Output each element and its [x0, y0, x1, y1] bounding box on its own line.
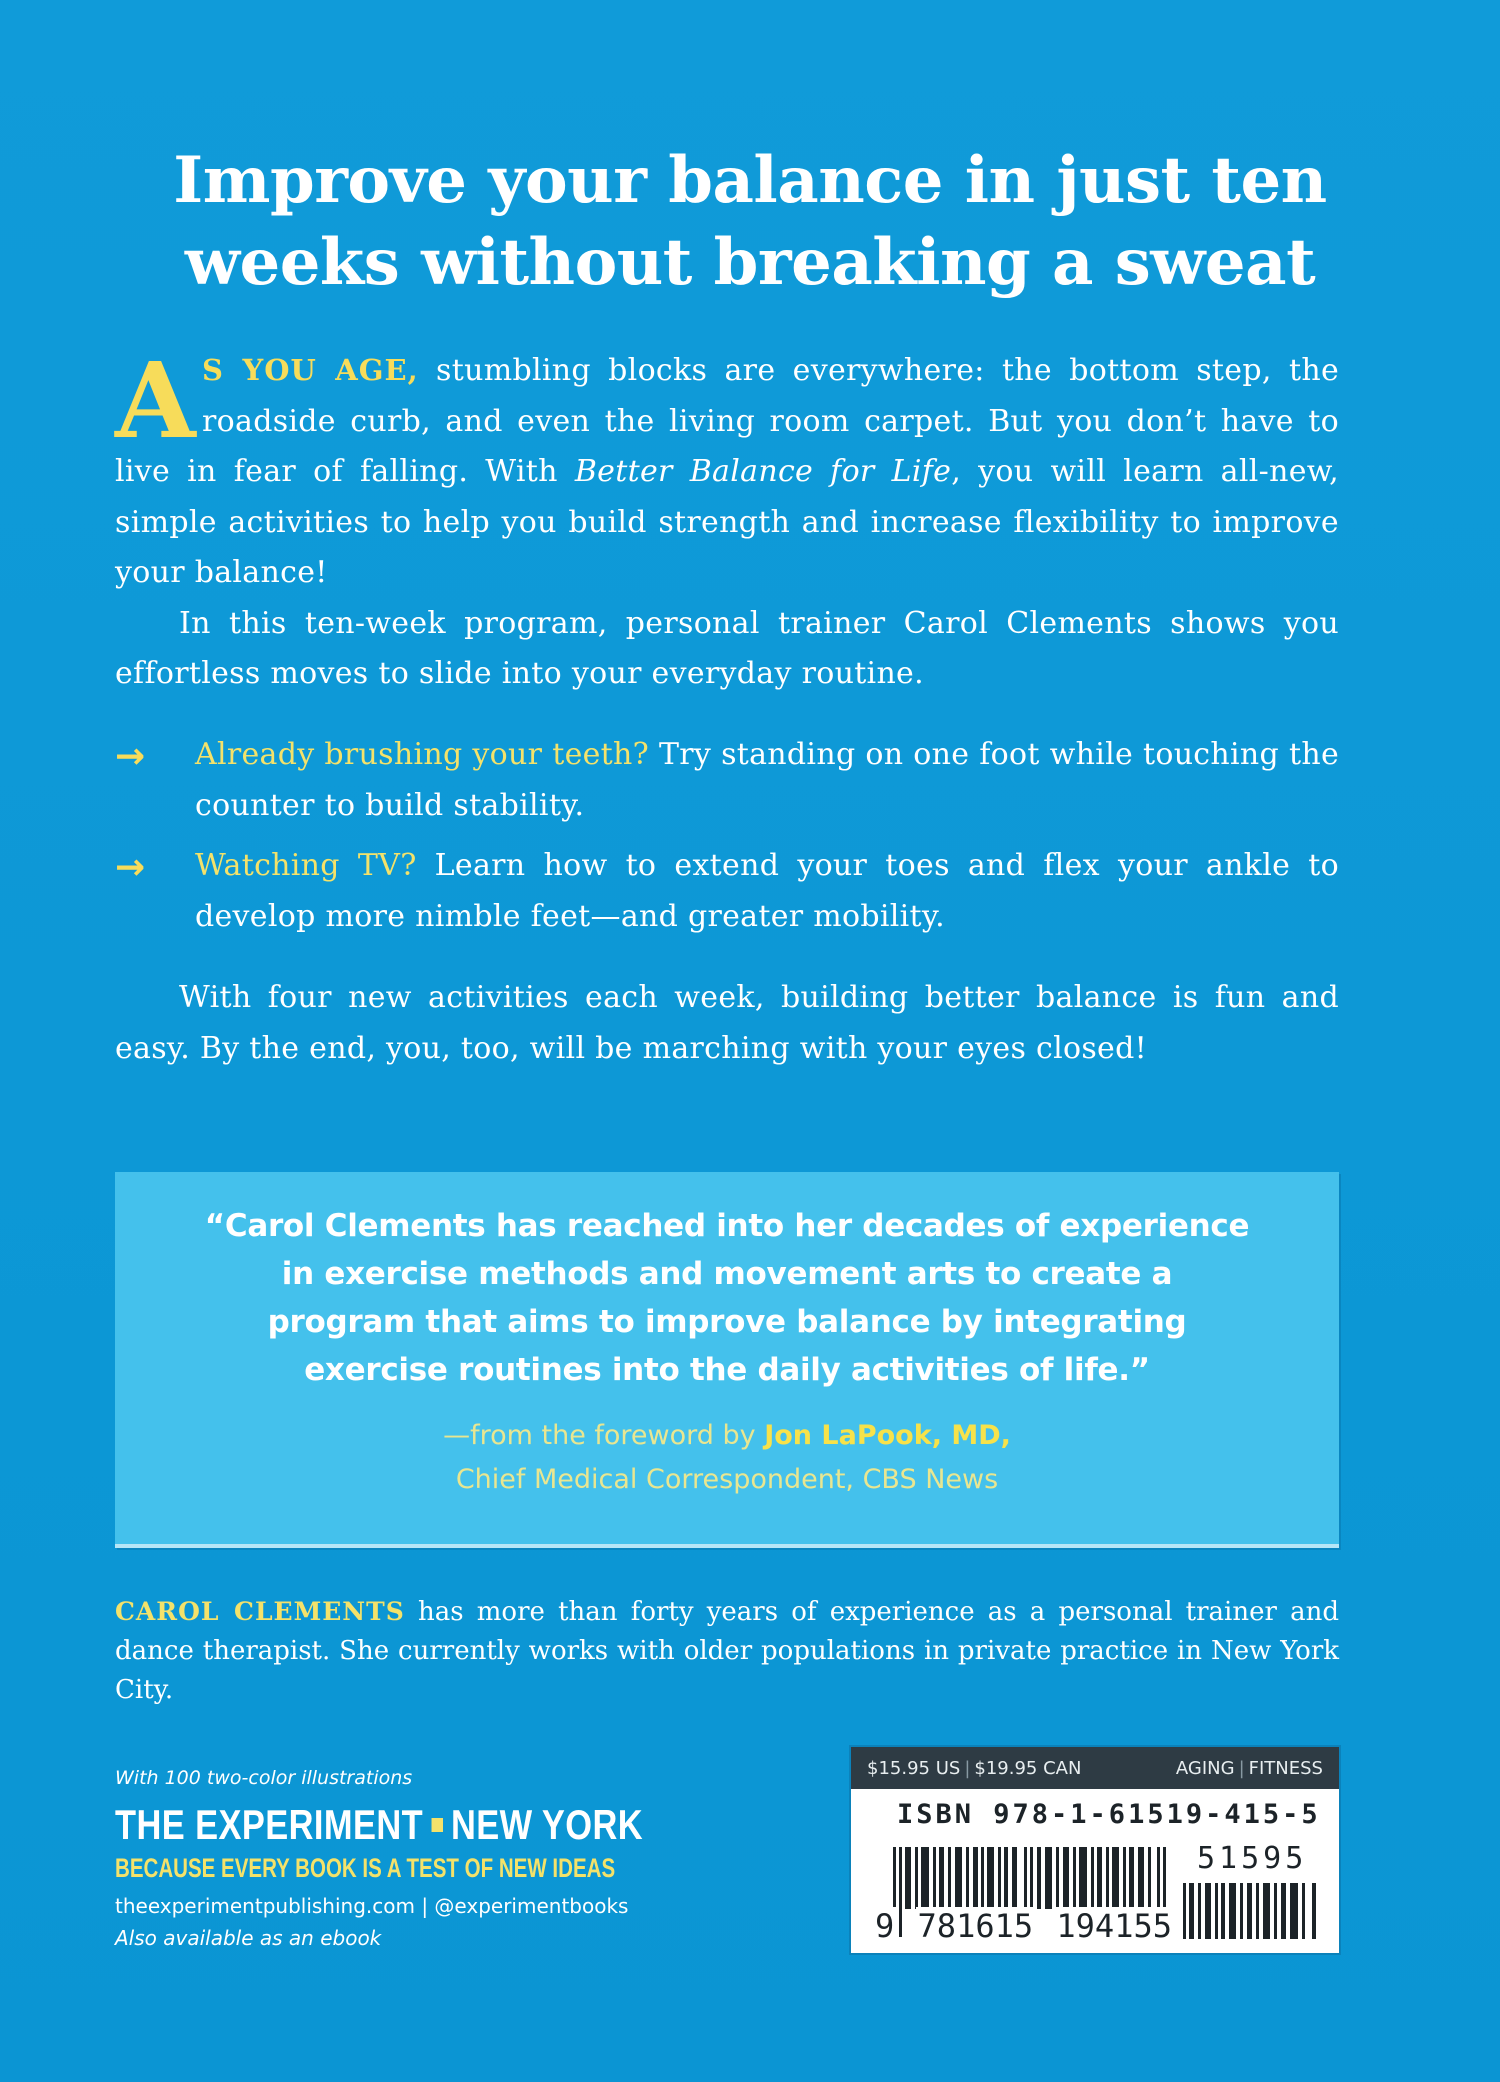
ean-first-digit: 9: [875, 1907, 895, 1945]
publisher-website: theexperimentpublishing.com | @experimentbooks: [115, 1894, 629, 1918]
addon-barcode-icon: [1183, 1883, 1317, 1939]
price-can: $19.95 CAN: [974, 1757, 1082, 1779]
price-category-bar: [851, 1747, 1339, 1789]
intro-paragraph-2: In this ten-week program, personal trainer Carol Clements shows you effortless moves to slide into your everyday routine.: [115, 605, 1339, 691]
closing-text: With four new activities each week, building better balance is fun and easy. By the end, you, too, will be marching with your eyes closed!: [115, 980, 1339, 1066]
headline-line-2: weeks without breaking a sweat: [184, 225, 1316, 300]
quote-line: exercise routines into the daily activities of life.”: [304, 1352, 1150, 1388]
square-separator-icon: [431, 1818, 442, 1832]
isbn-number: ISBN 978-1-61519-415-5: [897, 1799, 1321, 1830]
price-addon-code: 51595: [1197, 1841, 1308, 1876]
ebook-note: Also available as an ebook: [115, 1926, 382, 1950]
headline: [0, 140, 1500, 304]
prices: $15.95 US | $19.95 CAN: [867, 1757, 1082, 1779]
bullet-text: Learn how to extend your toes and flex your ankle to develop more nimble feet—and greater mobility.: [195, 848, 1339, 934]
bullet-highlight: Watching TV?: [195, 848, 417, 883]
bullet-highlight: Already brushing your teeth?: [195, 737, 650, 772]
category-fitness: FITNESS: [1248, 1757, 1323, 1779]
bullet-text: Try standing on one foot while touching the counter to build stability.: [195, 737, 1339, 823]
publisher-name: [115, 1799, 655, 1851]
publisher-city: NEW YORK: [450, 1801, 644, 1848]
quote-line: program that aims to improve balance by integrating: [267, 1304, 1187, 1340]
publisher-name-left: THE EXPERIMENT: [115, 1801, 424, 1848]
arrow-right-icon: →: [115, 847, 146, 888]
quote-line: in exercise methods and movement arts to create a: [281, 1256, 1173, 1292]
category-aging: AGING: [1175, 1757, 1235, 1779]
barcode-panel: [851, 1747, 1339, 1953]
attribution-prefix: —from the foreword by: [443, 1420, 765, 1451]
categories: AGING | FITNESS: [1175, 1757, 1323, 1779]
intro-paragraph: [115, 339, 1340, 700]
bullet-item: [115, 841, 1339, 942]
publisher-tagline: BECAUSE EVERY BOOK IS A TEST OF NEW IDEAS: [115, 1853, 616, 1883]
illustrations-note: With 100 two-color illustrations: [115, 1767, 413, 1789]
ean-group-2: 194155: [1056, 1907, 1172, 1945]
book-title: Better Balance for Life: [574, 454, 952, 489]
quote-line: “Carol Clements has reached into her decades of experience: [204, 1208, 1250, 1244]
author-bio: [115, 1592, 1339, 1710]
closing-paragraph: [115, 973, 1339, 1074]
attribution-name: Jon LaPook, MD,: [764, 1420, 1011, 1451]
price-us: $15.95 US: [867, 1757, 961, 1779]
author-name: CAROL CLEMENTS: [115, 1597, 405, 1626]
bio-text: has more than forty years of experience as a personal trainer and dance therapist. She currently works with older populations in private practice in New York City.: [115, 1597, 1340, 1705]
lead-caps: S YOU AGE,: [202, 353, 419, 387]
bullet-item: [115, 730, 1339, 831]
drop-cap: A: [115, 339, 196, 462]
bullet-list: [115, 730, 1339, 952]
ean-digits: [873, 1907, 1174, 1945]
intro-text-b: , you will learn all-new, simple activities to help you build strength and increase flexibility to improve your balance!: [115, 454, 1339, 590]
ean-group-1: 781615: [917, 1907, 1034, 1945]
testimonial-quote: [115, 1202, 1339, 1394]
testimonial-attribution: [115, 1414, 1339, 1502]
publisher-block: [115, 1765, 773, 1953]
testimonial-box: [115, 1172, 1339, 1548]
arrow-right-icon: →: [115, 736, 146, 777]
headline-line-1: Improve your balance in just ten: [173, 143, 1327, 218]
attribution-title: Chief Medical Correspondent, CBS News: [455, 1464, 999, 1495]
intro-text-a: stumbling blocks are everywhere: the bottom step, the roadside curb, and even the living room carpet. But you don’t have to live in fear of falling. With: [115, 353, 1340, 489]
